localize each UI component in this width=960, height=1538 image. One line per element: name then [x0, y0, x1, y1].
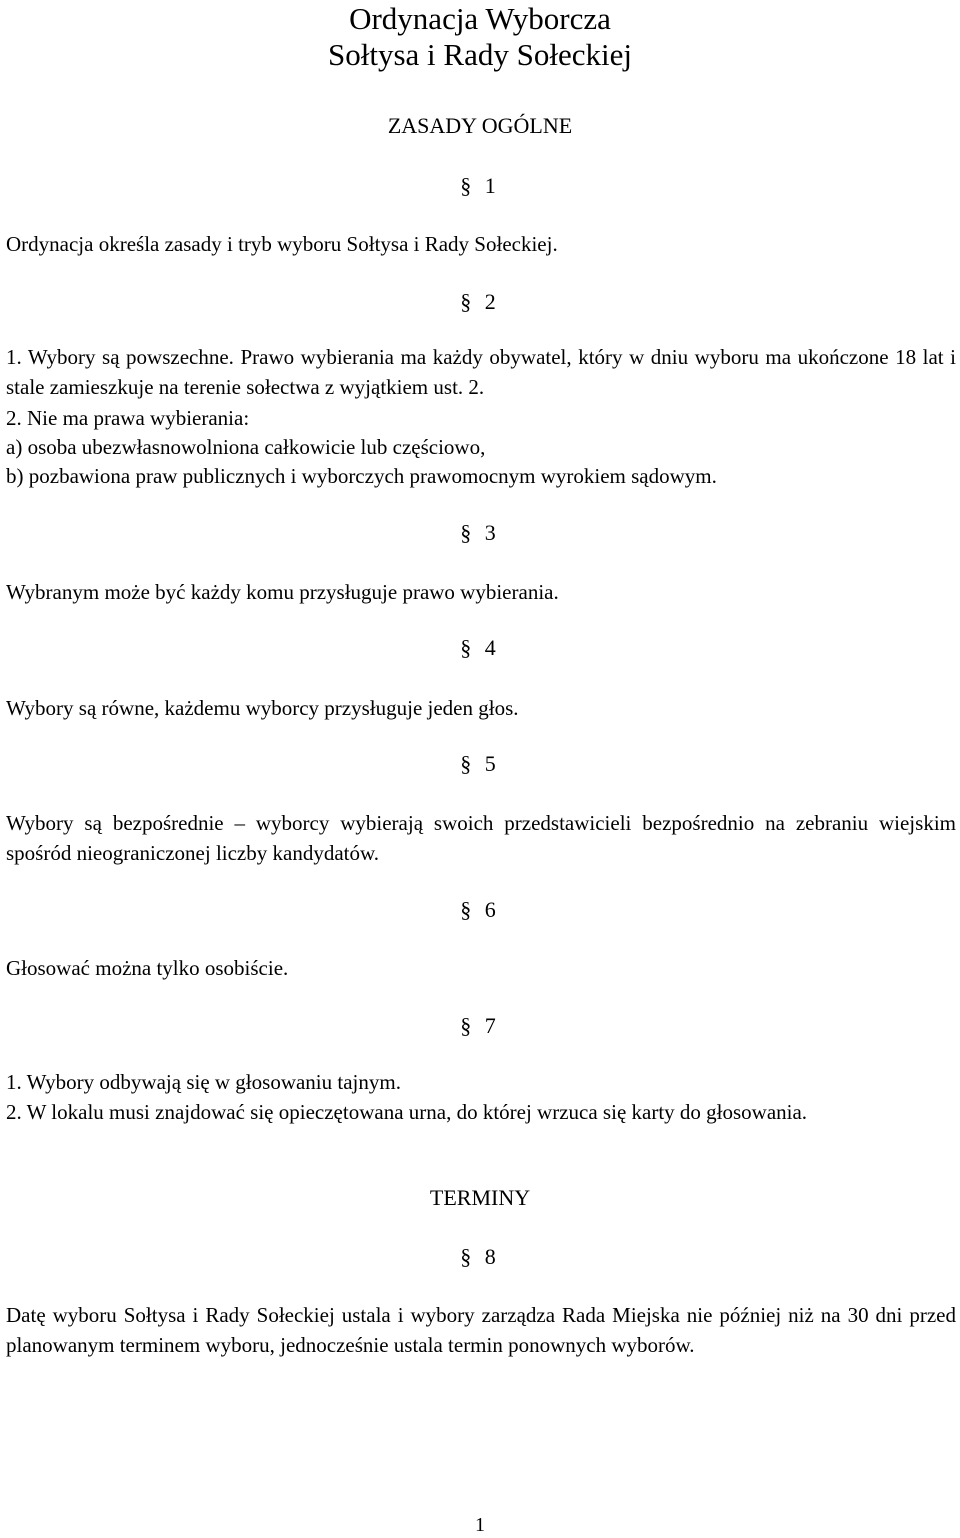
paragraph-2-item-2a: a) osoba ubezwłasnowolniona całkowicie lub częściowo,: [6, 435, 486, 459]
paragraph-number-1: § 1: [460, 173, 500, 198]
document-title-line2: Sołtysa i Rady Sołeckiej: [328, 37, 632, 72]
paragraph-1-text: Ordynacja określa zasady i tryb wyboru Sołtysa i Rady Sołeckiej.: [6, 232, 558, 256]
paragraph-3-text: Wybranym może być każdy komu przysługuje prawo wybierania.: [6, 580, 559, 604]
page-number: 1: [475, 1514, 485, 1536]
section-heading-general: ZASADY OGÓLNE: [387, 113, 573, 138]
document-title-line1: Ordynacja Wyborcza: [349, 1, 611, 36]
paragraph-number-4: § 4: [460, 635, 500, 660]
paragraph-7-item-1: 1. Wybory odbywają się w głosowaniu tajnym.: [6, 1070, 401, 1094]
paragraph-6-text: Głosować można tylko osobiście.: [6, 956, 289, 980]
paragraph-number-7: § 7: [460, 1013, 500, 1038]
paragraph-number-5: § 5: [460, 751, 500, 776]
section-heading-terms: TERMINY: [429, 1185, 531, 1210]
paragraph-number-3: § 3: [460, 520, 500, 545]
paragraph-8-text: Datę wyboru Sołtysa i Rady Sołeckiej ustala i wybory zarządza Rada Miejska nie później niż na 30 dni przed planowanym terminem wyboru, jednocześnie ustala termin ponownych wyborów.: [6, 1303, 956, 1357]
paragraph-2-item-1: 1. Wybory są powszechne. Prawo wybierania ma każdy obywatel, który w dniu wyboru ma ukończone 18 lat i stale zamieszkuje na terenie sołectwa z wyjątkiem ust. 2.: [6, 345, 956, 399]
paragraph-number-8: § 8: [460, 1244, 500, 1269]
paragraph-2-item-2b: b) pozbawiona praw publicznych i wyborczych prawomocnym wyrokiem sądowym.: [6, 464, 717, 488]
paragraph-number-6: § 6: [460, 897, 500, 922]
paragraph-5-text: Wybory są bezpośrednie – wyborcy wybierają swoich przedstawicieli bezpośrednio na zebraniu wiejskim spośród nieograniczonej liczby kandydatów.: [6, 811, 956, 865]
paragraph-4-text: Wybory są równe, każdemu wyborcy przysługuje jeden głos.: [6, 696, 519, 720]
paragraph-2-item-2: 2. Nie ma prawa wybierania:: [6, 406, 250, 430]
paragraph-7-item-2: 2. W lokalu musi znajdować się opieczętowana urna, do której wrzuca się karty do głosowania.: [6, 1100, 808, 1124]
paragraph-number-2: § 2: [460, 289, 500, 314]
